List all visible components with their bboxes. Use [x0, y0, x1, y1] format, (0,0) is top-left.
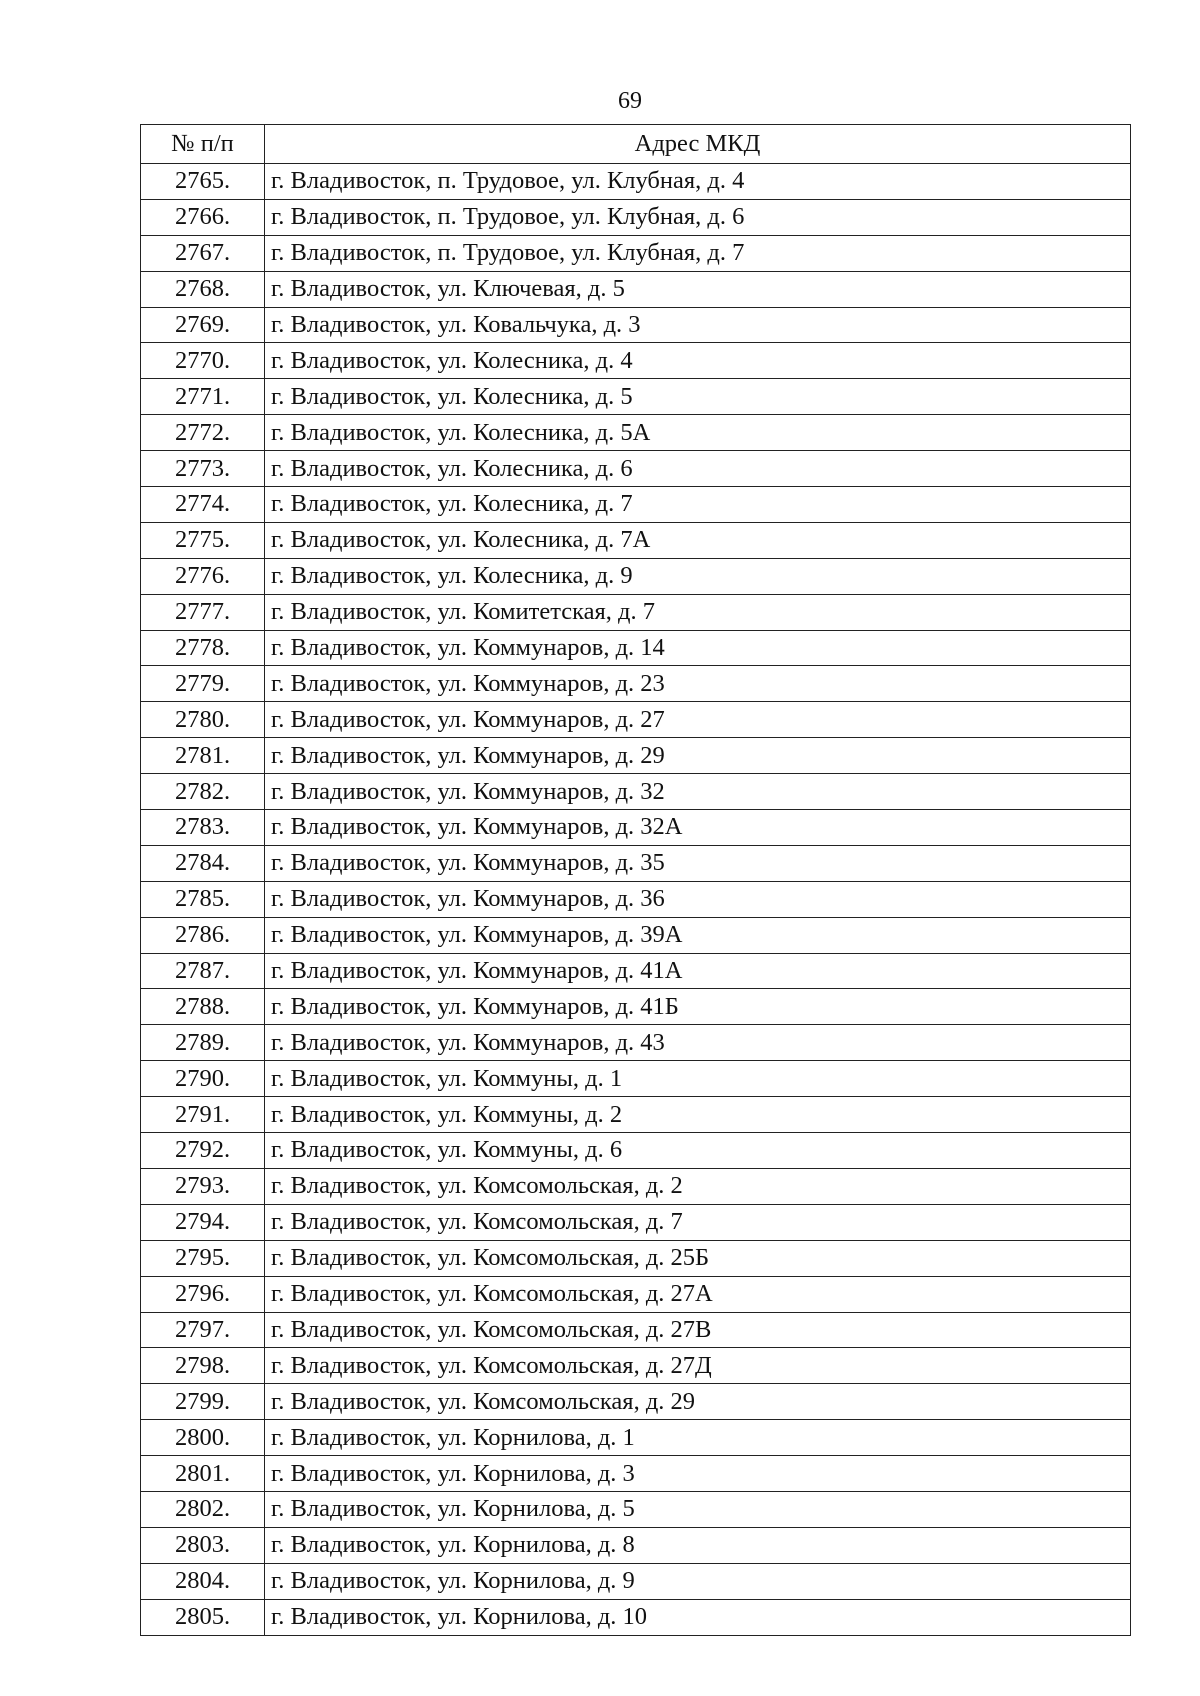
address-cell: г. Владивосток, ул. Корнилова, д. 3 [265, 1456, 1131, 1492]
address-cell: г. Владивосток, ул. Комсомольская, д. 27Д [265, 1348, 1131, 1384]
row-number-cell: 2778. [141, 630, 265, 666]
address-cell: г. Владивосток, ул. Коммунаров, д. 39А [265, 917, 1131, 953]
table-row [141, 989, 1131, 1025]
row-number-cell: 2787. [141, 953, 265, 989]
table-row [141, 630, 1131, 666]
row-number-cell: 2799. [141, 1384, 265, 1420]
table-row [141, 1133, 1131, 1169]
table-row [141, 1025, 1131, 1061]
table-row [141, 1061, 1131, 1097]
table-row [141, 522, 1131, 558]
address-cell: г. Владивосток, ул. Коммуны, д. 2 [265, 1097, 1131, 1133]
table-row [141, 379, 1131, 415]
address-cell: г. Владивосток, п. Трудовое, ул. Клубная, д. 7 [265, 235, 1131, 271]
address-cell: г. Владивосток, ул. Ковальчука, д. 3 [265, 307, 1131, 343]
address-cell: г. Владивосток, ул. Комсомольская, д. 27В [265, 1312, 1131, 1348]
table-row [141, 558, 1131, 594]
address-column-header: Адрес МКД [265, 125, 1131, 164]
table-row [141, 451, 1131, 487]
address-cell: г. Владивосток, ул. Корнилова, д. 10 [265, 1599, 1131, 1635]
table-row [141, 738, 1131, 774]
table-row [141, 1312, 1131, 1348]
table-row [141, 702, 1131, 738]
table-row [141, 199, 1131, 235]
address-cell: г. Владивосток, ул. Коммунаров, д. 35 [265, 845, 1131, 881]
address-cell: г. Владивосток, ул. Коммунаров, д. 43 [265, 1025, 1131, 1061]
row-number-cell: 2798. [141, 1348, 265, 1384]
table-row [141, 1456, 1131, 1492]
table-row [141, 271, 1131, 307]
address-cell: г. Владивосток, ул. Коммунаров, д. 14 [265, 630, 1131, 666]
address-cell: г. Владивосток, ул. Комитетская, д. 7 [265, 594, 1131, 630]
row-number-cell: 2794. [141, 1204, 265, 1240]
table-row [141, 810, 1131, 846]
row-number-cell: 2780. [141, 702, 265, 738]
row-number-cell: 2781. [141, 738, 265, 774]
address-cell: г. Владивосток, ул. Коммунаров, д. 32А [265, 810, 1131, 846]
table-row [141, 1240, 1131, 1276]
table-row [141, 1276, 1131, 1312]
row-number-cell: 2769. [141, 307, 265, 343]
table-row [141, 164, 1131, 200]
address-cell: г. Владивосток, ул. Колесника, д. 4 [265, 343, 1131, 379]
table-row [141, 1491, 1131, 1527]
row-number-cell: 2792. [141, 1133, 265, 1169]
row-number-cell: 2789. [141, 1025, 265, 1061]
row-number-cell: 2782. [141, 774, 265, 810]
row-number-cell: 2776. [141, 558, 265, 594]
row-number-cell: 2785. [141, 881, 265, 917]
address-cell: г. Владивосток, ул. Комсомольская, д. 27А [265, 1276, 1131, 1312]
address-cell: г. Владивосток, ул. Комсомольская, д. 7 [265, 1204, 1131, 1240]
row-number-cell: 2805. [141, 1599, 265, 1635]
row-number-cell: 2802. [141, 1491, 265, 1527]
address-cell: г. Владивосток, ул. Коммунаров, д. 27 [265, 702, 1131, 738]
address-cell: г. Владивосток, п. Трудовое, ул. Клубная, д. 4 [265, 164, 1131, 200]
address-cell: г. Владивосток, ул. Колесника, д. 6 [265, 451, 1131, 487]
table-row [141, 1097, 1131, 1133]
address-cell: г. Владивосток, ул. Коммунаров, д. 41А [265, 953, 1131, 989]
row-number-cell: 2788. [141, 989, 265, 1025]
table-row [141, 235, 1131, 271]
address-cell: г. Владивосток, ул. Коммунаров, д. 29 [265, 738, 1131, 774]
row-number-cell: 2779. [141, 666, 265, 702]
header-row [141, 125, 1131, 164]
row-number-cell: 2793. [141, 1168, 265, 1204]
number-column-header: № п/п [141, 125, 265, 164]
address-table [140, 124, 1131, 1636]
row-number-cell: 2767. [141, 235, 265, 271]
row-number-cell: 2795. [141, 1240, 265, 1276]
address-cell: г. Владивосток, ул. Ключевая, д. 5 [265, 271, 1131, 307]
address-cell: г. Владивосток, ул. Корнилова, д. 8 [265, 1527, 1131, 1563]
row-number-cell: 2771. [141, 379, 265, 415]
row-number-cell: 2777. [141, 594, 265, 630]
table-row [141, 307, 1131, 343]
address-cell: г. Владивосток, ул. Коммунаров, д. 23 [265, 666, 1131, 702]
address-cell: г. Владивосток, ул. Колесника, д. 5 [265, 379, 1131, 415]
row-number-cell: 2791. [141, 1097, 265, 1133]
address-cell: г. Владивосток, ул. Комсомольская, д. 29 [265, 1384, 1131, 1420]
address-cell: г. Владивосток, ул. Коммунаров, д. 36 [265, 881, 1131, 917]
address-cell: г. Владивосток, ул. Коммунаров, д. 41Б [265, 989, 1131, 1025]
address-cell: г. Владивосток, ул. Коммуны, д. 6 [265, 1133, 1131, 1169]
row-number-cell: 2796. [141, 1276, 265, 1312]
table-row [141, 594, 1131, 630]
address-cell: г. Владивосток, ул. Корнилова, д. 9 [265, 1563, 1131, 1599]
page-number: 69 [618, 88, 642, 114]
row-number-cell: 2797. [141, 1312, 265, 1348]
table-row [141, 1599, 1131, 1635]
address-cell: г. Владивосток, п. Трудовое, ул. Клубная, д. 6 [265, 199, 1131, 235]
row-number-cell: 2768. [141, 271, 265, 307]
table-row [141, 1384, 1131, 1420]
row-number-cell: 2775. [141, 522, 265, 558]
row-number-cell: 2803. [141, 1527, 265, 1563]
table-row [141, 1563, 1131, 1599]
row-number-cell: 2790. [141, 1061, 265, 1097]
address-cell: г. Владивосток, ул. Коммунаров, д. 32 [265, 774, 1131, 810]
row-number-cell: 2783. [141, 810, 265, 846]
table-row [141, 1204, 1131, 1240]
table-row [141, 881, 1131, 917]
address-cell: г. Владивосток, ул. Комсомольская, д. 25Б [265, 1240, 1131, 1276]
row-number-cell: 2786. [141, 917, 265, 953]
address-cell: г. Владивосток, ул. Коммуны, д. 1 [265, 1061, 1131, 1097]
table-row [141, 415, 1131, 451]
row-number-cell: 2801. [141, 1456, 265, 1492]
address-cell: г. Владивосток, ул. Колесника, д. 7А [265, 522, 1131, 558]
row-number-cell: 2770. [141, 343, 265, 379]
row-number-cell: 2765. [141, 164, 265, 200]
address-cell: г. Владивосток, ул. Корнилова, д. 5 [265, 1491, 1131, 1527]
table-row [141, 774, 1131, 810]
address-table-container [140, 124, 1130, 1636]
table-row [141, 1420, 1131, 1456]
table-row [141, 1348, 1131, 1384]
row-number-cell: 2774. [141, 487, 265, 523]
address-cell: г. Владивосток, ул. Колесника, д. 7 [265, 487, 1131, 523]
table-body [141, 164, 1131, 1636]
table-row [141, 845, 1131, 881]
table-header [141, 125, 1131, 164]
table-row [141, 487, 1131, 523]
table-row [141, 1527, 1131, 1563]
address-cell: г. Владивосток, ул. Корнилова, д. 1 [265, 1420, 1131, 1456]
row-number-cell: 2772. [141, 415, 265, 451]
row-number-cell: 2800. [141, 1420, 265, 1456]
table-row [141, 1168, 1131, 1204]
table-row [141, 953, 1131, 989]
row-number-cell: 2804. [141, 1563, 265, 1599]
address-cell: г. Владивосток, ул. Колесника, д. 5А [265, 415, 1131, 451]
address-cell: г. Владивосток, ул. Комсомольская, д. 2 [265, 1168, 1131, 1204]
row-number-cell: 2773. [141, 451, 265, 487]
row-number-cell: 2784. [141, 845, 265, 881]
table-row [141, 343, 1131, 379]
table-row [141, 666, 1131, 702]
address-cell: г. Владивосток, ул. Колесника, д. 9 [265, 558, 1131, 594]
table-row [141, 917, 1131, 953]
row-number-cell: 2766. [141, 199, 265, 235]
